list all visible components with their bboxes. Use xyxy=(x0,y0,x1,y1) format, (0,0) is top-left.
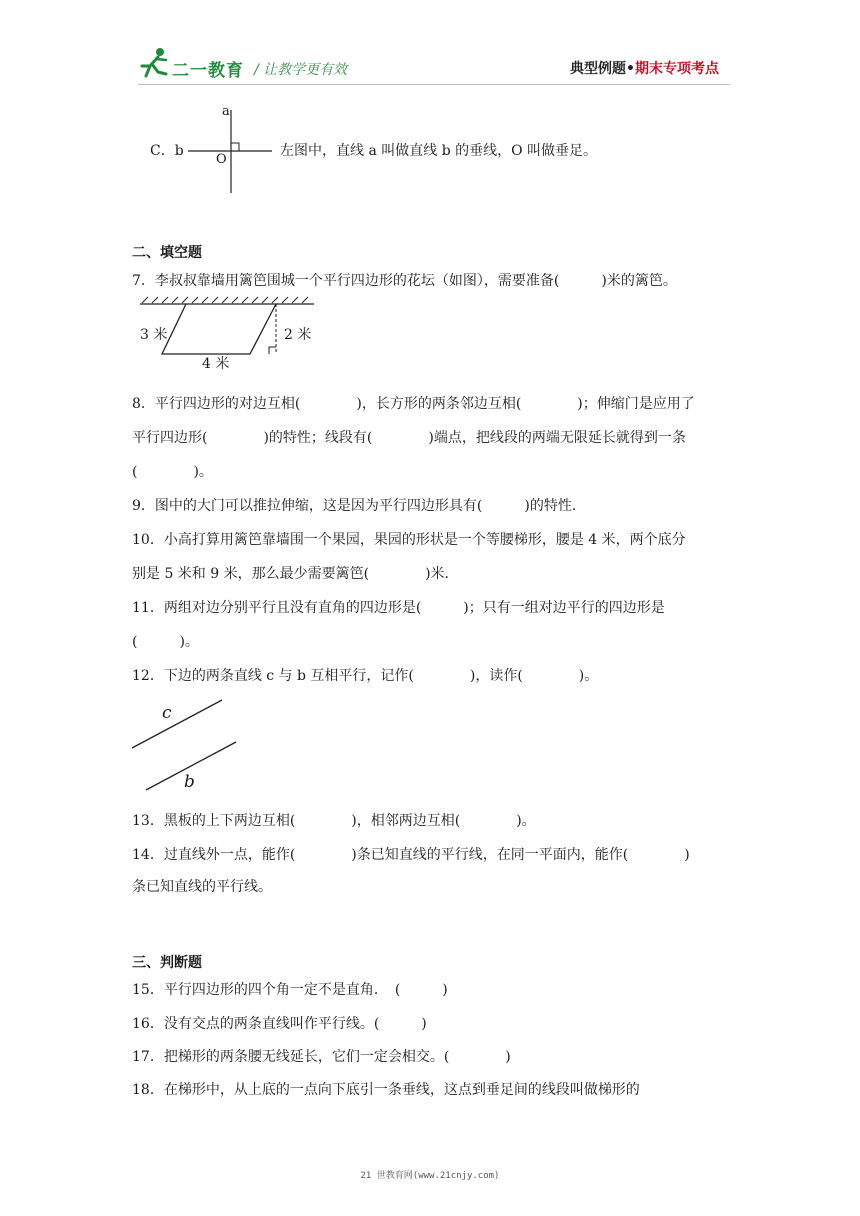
question-15: 15．平行四边形的四个角一定不是直角． ( ) xyxy=(132,982,448,998)
figure-label-o: O xyxy=(216,152,227,167)
slogan: / 让教学更有效 xyxy=(254,62,348,78)
question-9: 9．图中的大门可以推拉伸缩，这是因为平行四边形具有( )的特性． xyxy=(132,498,586,514)
figure-label-a: a xyxy=(222,104,230,119)
question-8-line-3: ( )。 xyxy=(132,464,213,480)
figure-label-c: c xyxy=(162,703,172,723)
logo-text: 二一教育 xyxy=(172,61,244,81)
question-16: 16．没有交点的两条直线叫作平行线。( ) xyxy=(132,1016,427,1032)
perpendicular-figure xyxy=(180,98,280,198)
page-header xyxy=(0,0,860,90)
question-13: 13．黑板的上下两边互相( )，相邻两边互相( )。 xyxy=(132,813,536,829)
question-8-line-1: 8．平行四边形的对边互相( )，长方形的两条邻边互相( )；伸缩门是应用了 xyxy=(132,396,695,412)
option-c-label: C．b xyxy=(150,143,184,159)
page-footer: 21 世教育网(www.21cnjy.com) xyxy=(360,1171,500,1181)
section-title-true-false: 三、判断题 xyxy=(132,955,202,971)
question-11-line-2: ( )。 xyxy=(132,634,199,650)
question-18: 18．在梯形中，从上底的一点向下底引一条垂线，这点到垂足间的线段叫做梯形的 xyxy=(132,1082,640,1098)
question-14-line-2: 条已知直线的平行线。 xyxy=(132,879,272,895)
question-7: 7．李叔叔靠墙用篱笆围城一个平行四边形的花坛（如图），需要准备( )米的篱笆。 xyxy=(132,273,677,289)
question-14-line-1: 14．过直线外一点，能作( )条已知直线的平行线，在同一平面内，能作( ) xyxy=(132,847,690,863)
header-brand-part1: 典型例题• xyxy=(570,61,635,77)
question-10-line-1: 10．小高打算用篱笆靠墙围一个果园，果园的形状是一个等腰梯形，腰是 4 米，两个底分 xyxy=(132,532,686,548)
question-17: 17．把梯形的两条腰无线延长，它们一定会相交。( ) xyxy=(132,1049,511,1065)
figure-label-b: b xyxy=(184,772,195,792)
option-c-text: 左图中，直线 a 叫做直线 b 的垂线，O 叫做垂足。 xyxy=(280,143,598,159)
figure-label-4m: 4 米 xyxy=(202,356,230,372)
figure-label-2m: 2 米 xyxy=(284,327,312,343)
header-divider xyxy=(138,84,730,85)
question-12: 12．下边的两条直线 c 与 b 互相平行，记作( )，读作( )。 xyxy=(132,668,599,684)
runner-logo-icon xyxy=(138,46,172,80)
header-brand xyxy=(570,58,719,78)
section-title-fill-in: 二、填空题 xyxy=(132,245,202,261)
figure-label-3m: 3 米 xyxy=(140,327,168,343)
question-8-line-2: 平行四边形( )的特性；线段有( )端点，把线段的两端无限延长就得到一条 xyxy=(132,430,686,446)
question-10-line-2: 别是 5 米和 9 米，那么最少需要篱笆( )米． xyxy=(132,566,459,582)
question-11-line-1: 11．两组对边分别平行且没有直角的四边形是( )；只有一组对边平行的四边形是 xyxy=(132,600,665,616)
header-brand-part2: 期末专项考点 xyxy=(634,61,719,77)
